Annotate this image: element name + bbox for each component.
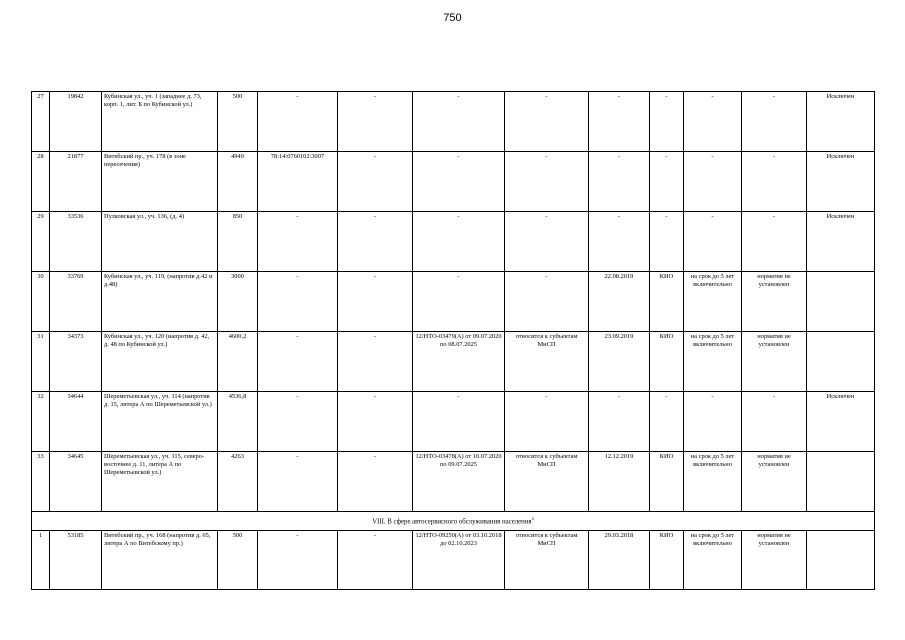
cell-contract: - [413, 392, 505, 452]
cell-cadastral: - [258, 272, 338, 332]
cell-num: 30 [32, 272, 50, 332]
cell-id: 34645 [50, 452, 102, 512]
cell-col6: - [338, 392, 413, 452]
cell-authority: КИО [650, 531, 684, 590]
section-title-cell [32, 512, 875, 531]
cell-area: 4949 [218, 152, 258, 212]
cell-authority: - [650, 392, 684, 452]
cell-date: 12.12.2019 [589, 452, 650, 512]
cell-status [807, 332, 875, 392]
cell-date: - [589, 212, 650, 272]
cell-cadastral: - [258, 531, 338, 590]
cell-status [807, 272, 875, 332]
registry-body [32, 92, 875, 590]
cell-status: Исключен [807, 92, 875, 152]
cell-num: 33 [32, 452, 50, 512]
cell-normative: - [742, 212, 807, 272]
cell-smb: относится к субъектам МиСП [505, 332, 589, 392]
cell-term: на срок до 5 лет включительно [684, 452, 742, 512]
section-header-row [32, 512, 875, 531]
section-footnote-mark: 4 [531, 515, 534, 521]
cell-term: - [684, 152, 742, 212]
cell-num: 29 [32, 212, 50, 272]
cell-smb: - [505, 392, 589, 452]
cell-address: Витебский пр., уч. 168 (напротив д. 65, литера А по Витебскому пр.) [102, 531, 218, 590]
cell-area: 500 [218, 92, 258, 152]
cell-contract: - [413, 152, 505, 212]
cell-cadastral: 78:14:0760102:3007 [258, 152, 338, 212]
cell-authority: - [650, 92, 684, 152]
cell-normative: норматив не установлен [742, 332, 807, 392]
table-row [32, 92, 875, 152]
cell-contract: 12/НТО-09250(А) от 03.10.2018 до 02.10.2023 [413, 531, 505, 590]
cell-cadastral: - [258, 332, 338, 392]
cell-area: 850 [218, 212, 258, 272]
cell-col6: - [338, 332, 413, 392]
cell-date: - [589, 152, 650, 212]
cell-cadastral: - [258, 92, 338, 152]
cell-address: Кубинская ул., уч. 119, (напротив д.42 и д.48) [102, 272, 218, 332]
cell-term: - [684, 92, 742, 152]
cell-term: на срок до 5 лет включительно [684, 332, 742, 392]
cell-contract: 12/НТО-03478(А) от 10.07.2020 по 09.07.2025 [413, 452, 505, 512]
cell-normative: - [742, 392, 807, 452]
table-row [32, 272, 875, 332]
cell-term: - [684, 392, 742, 452]
cell-authority: КИО [650, 332, 684, 392]
cell-date: 23.09.2019 [589, 332, 650, 392]
cell-area: 4600,2 [218, 332, 258, 392]
cell-authority: - [650, 212, 684, 272]
cell-col6: - [338, 531, 413, 590]
cell-term: на срок до 5 лет включительно [684, 531, 742, 590]
cell-num: 28 [32, 152, 50, 212]
cell-id: 34373 [50, 332, 102, 392]
cell-id: 53185 [50, 531, 102, 590]
cell-normative: - [742, 152, 807, 212]
cell-date: 29.03.2018 [589, 531, 650, 590]
cell-address: Шереметьевская ул., уч. 114 (напротив д. 15, литера А по Шереметьевской ул.) [102, 392, 218, 452]
cell-address: Витебский пр., уч. 178 (в зоне пересечения) [102, 152, 218, 212]
cell-contract: - [413, 272, 505, 332]
cell-area: 4263 [218, 452, 258, 512]
cell-num: 31 [32, 332, 50, 392]
cell-date: - [589, 92, 650, 152]
cell-id: 33769 [50, 272, 102, 332]
cell-status [807, 531, 875, 590]
cell-smb: относится к субъектам МиСП [505, 452, 589, 512]
cell-id: 19842 [50, 92, 102, 152]
cell-normative: норматив не установлен [742, 272, 807, 332]
cell-smb: - [505, 272, 589, 332]
table-row [32, 332, 875, 392]
cell-area: 4536,8 [218, 392, 258, 452]
cell-num: 32 [32, 392, 50, 452]
table-row [32, 392, 875, 452]
table-row [32, 152, 875, 212]
cell-status: Исключен [807, 392, 875, 452]
cell-date: 22.08.2019 [589, 272, 650, 332]
cell-num: 1 [32, 531, 50, 590]
cell-normative: норматив не установлен [742, 452, 807, 512]
table-row [32, 212, 875, 272]
cell-term: - [684, 212, 742, 272]
cell-normative: - [742, 92, 807, 152]
cell-id: 34644 [50, 392, 102, 452]
cell-authority: КИО [650, 272, 684, 332]
section-title: VIII. В сфере автосервисного обслуживания населения [372, 517, 532, 525]
cell-normative: норматив не установлен [742, 531, 807, 590]
cell-id: 21877 [50, 152, 102, 212]
cell-authority: - [650, 152, 684, 212]
cell-col6: - [338, 272, 413, 332]
cell-col6: - [338, 212, 413, 272]
cell-smb: относится к субъектам МиСП [505, 531, 589, 590]
cell-col6: - [338, 452, 413, 512]
cell-num: 27 [32, 92, 50, 152]
cell-address: Шереметьевская ул., уч. 115, северо-восточнее д. 11, литера А по Шереметьевской ул.) [102, 452, 218, 512]
cell-date: - [589, 392, 650, 452]
cell-smb: - [505, 212, 589, 272]
cell-col6: - [338, 92, 413, 152]
cell-address: Пулковская ул., уч. 136, (д. 4) [102, 212, 218, 272]
cell-authority: КИО [650, 452, 684, 512]
table-row [32, 452, 875, 512]
cell-area: 3000 [218, 272, 258, 332]
cell-smb: - [505, 92, 589, 152]
table-row [32, 531, 875, 590]
cell-contract: 12/НТО-03479(А) от 09.07.2020 по 08.07.2025 [413, 332, 505, 392]
cell-contract: - [413, 92, 505, 152]
page-number: 750 [443, 12, 462, 24]
registry-table [31, 91, 875, 590]
cell-cadastral: - [258, 452, 338, 512]
cell-contract: - [413, 212, 505, 272]
cell-status [807, 452, 875, 512]
cell-status: Исключен [807, 212, 875, 272]
cell-status: Исключен [807, 152, 875, 212]
cell-col6: - [338, 152, 413, 212]
cell-term: на срок до 5 лет включительно [684, 272, 742, 332]
cell-address: Кубинская ул., уч. 1 (западнее д. 73, корп. 1, лит. Б по Кубинской ул.) [102, 92, 218, 152]
cell-area: 500 [218, 531, 258, 590]
cell-id: 33536 [50, 212, 102, 272]
cell-cadastral: - [258, 212, 338, 272]
cell-address: Кубинская ул., уч. 120 (напротив д. 42, д. 48 по Кубинской ул.) [102, 332, 218, 392]
cell-cadastral: - [258, 392, 338, 452]
cell-smb: - [505, 152, 589, 212]
